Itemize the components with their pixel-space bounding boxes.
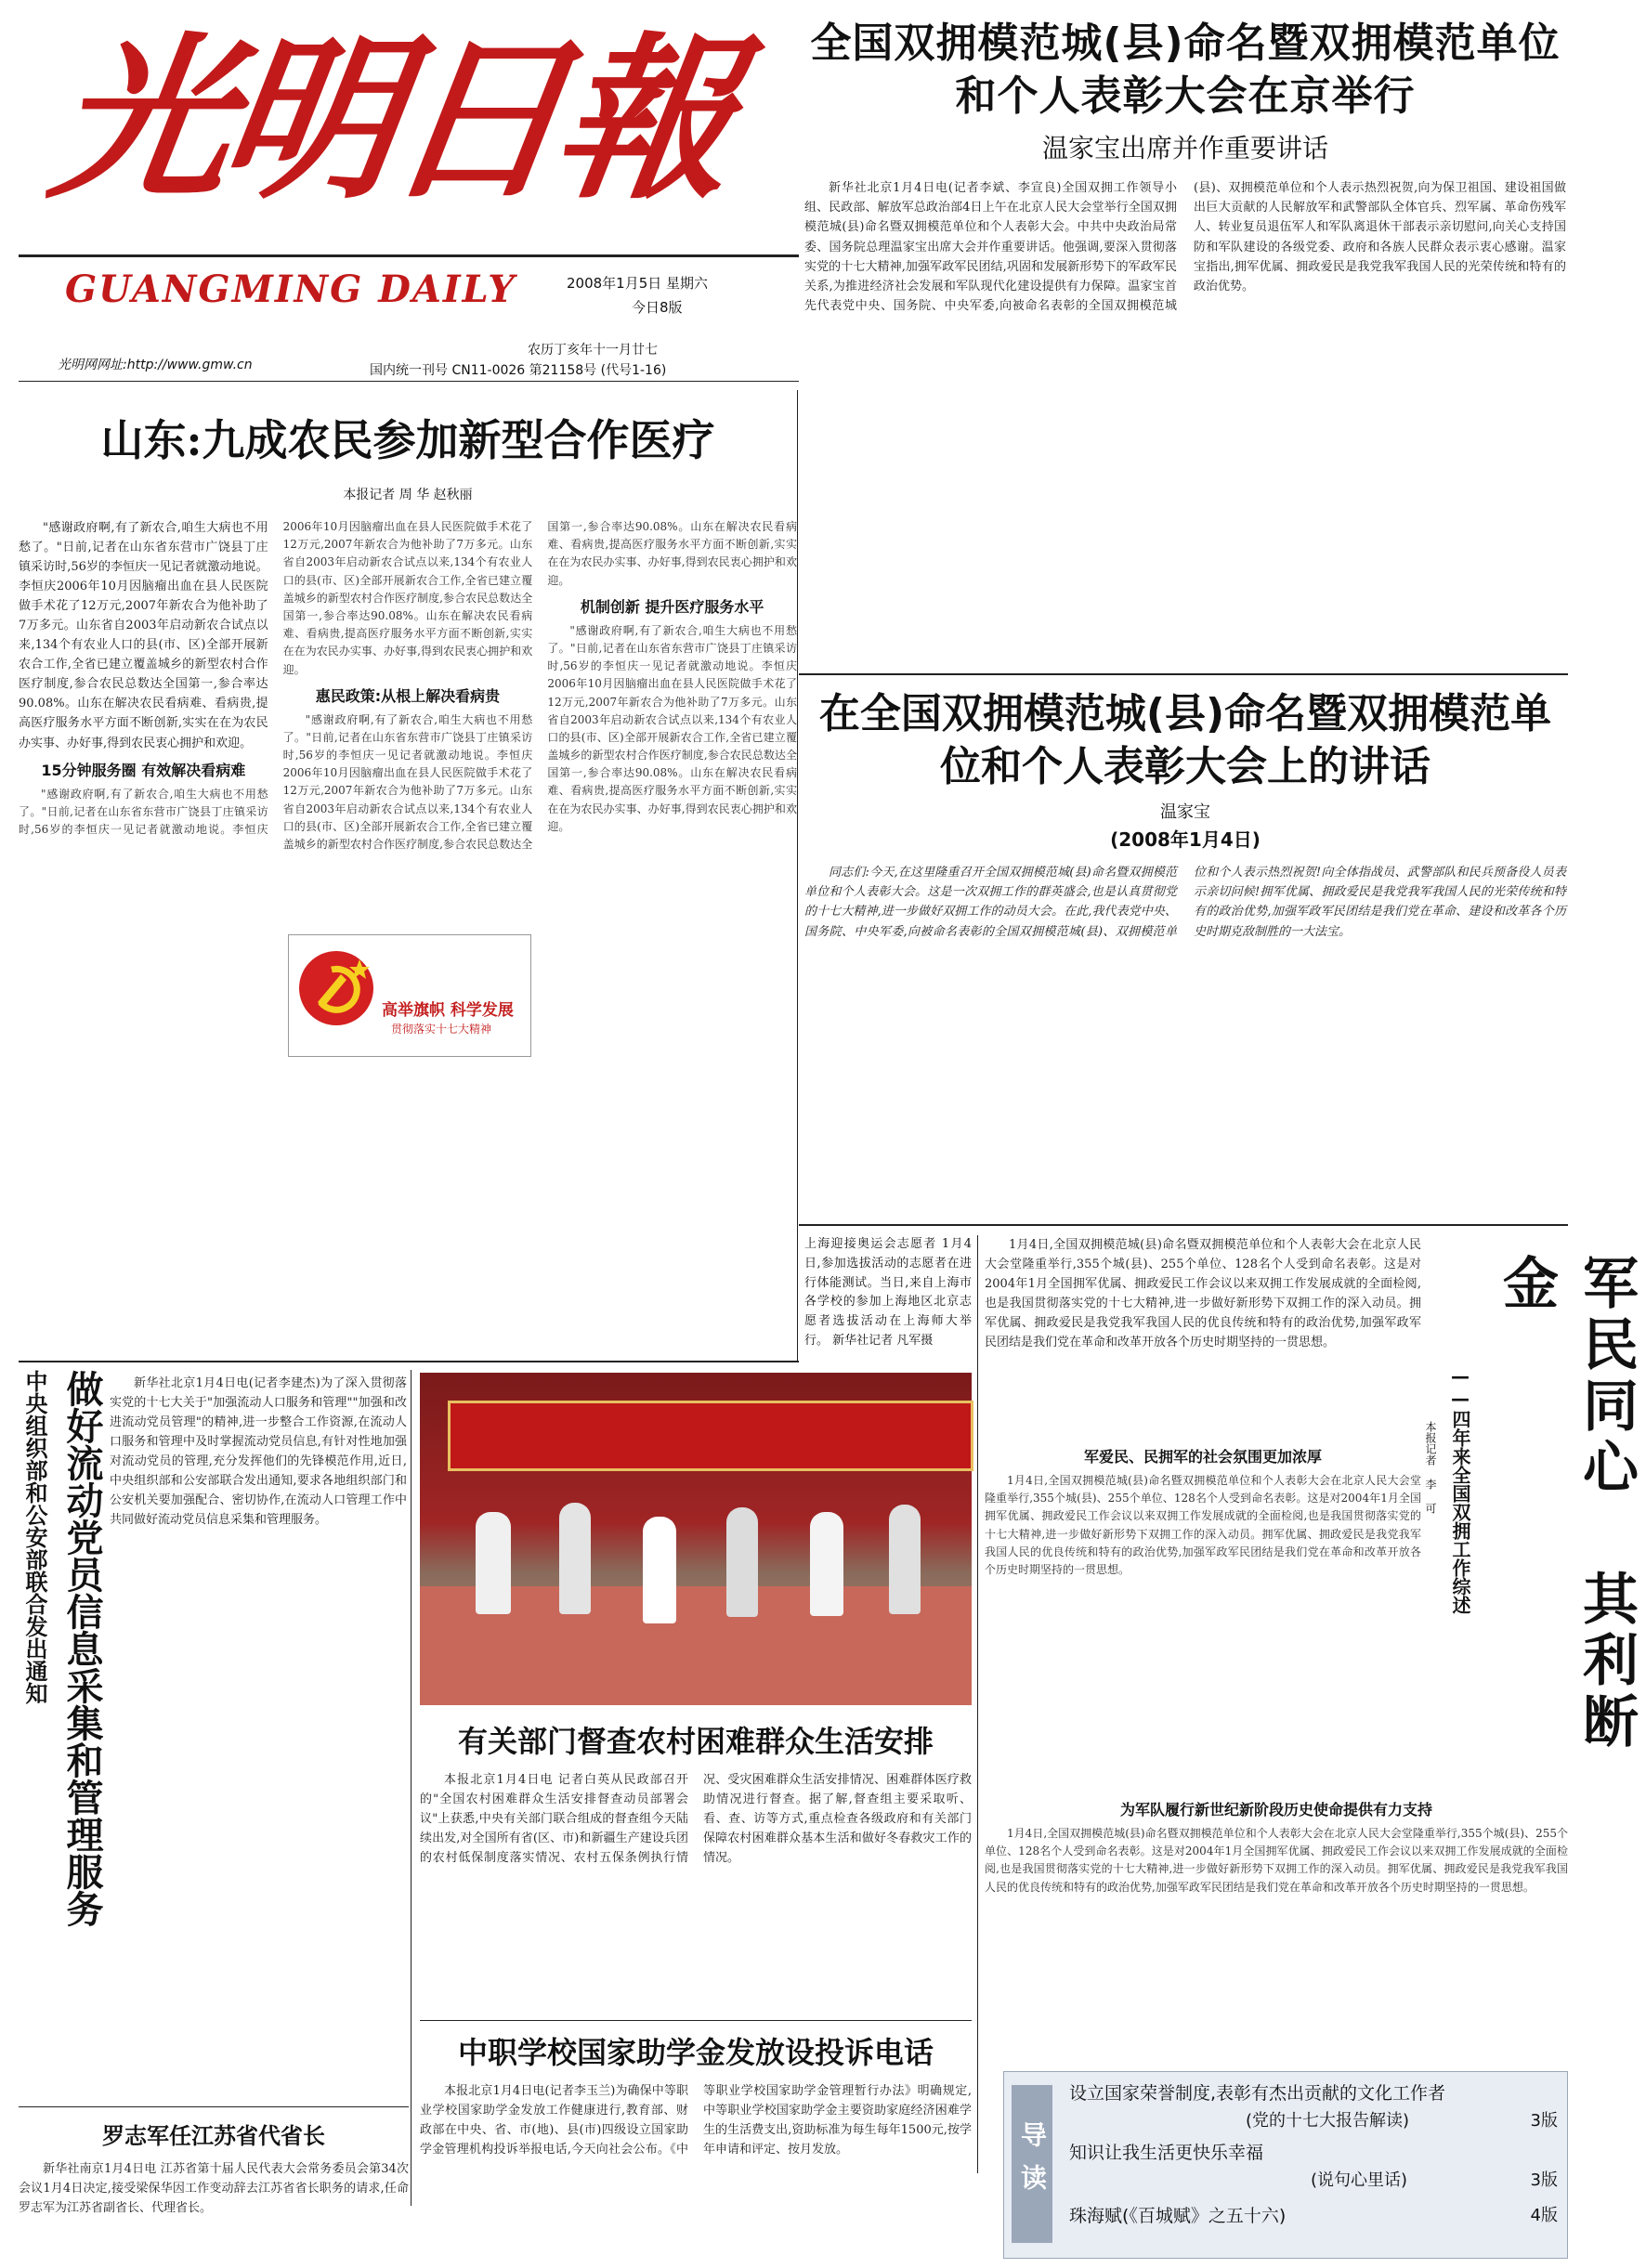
guide-item-page: 4版 (1530, 2206, 1558, 2225)
guide-item[interactable] (1069, 2079, 1558, 2135)
masthead-english: GUANGMING DAILY (65, 267, 516, 311)
speech-story (804, 687, 1566, 1221)
masthead (19, 13, 799, 385)
shandong-body-cont: "感谢政府啊,有了新农合,咱生大病也不用愁了。"日前,记者在山东省东营市广饶县丁庄镇采访时,56岁的李恒庆一见记者就激动地说。李恒庆2006年10月因脑瘤出血在县人民医院做手术花了12万元,2007年新农合为他补助了7万多元。山东省自2003年启动新农合试点以来,134个有农业人口的县(市、区)全部开展新农合工作,全省已建立覆盖城乡的新型农村合作医疗制度,参合农民总数达全国第一,参合率达90.08%。山东在解决农民看病难、看病贵,提高医疗服务水平方面不断创新,实实在在为农民办实事、办好事,得到农民衷心拥护和欢迎。 (19, 520, 533, 836)
congress-logo-box (288, 934, 531, 1057)
junmin-subhead-2: 为军队履行新世纪新阶段历史使命提供有力支持 (1119, 1801, 1432, 1818)
shandong-subhead-3: 机制创新 提升医疗服务水平 (580, 597, 764, 616)
lead-subheadline: 温家宝出席并作重要讲话 (1041, 133, 1328, 164)
lead-body: 新华社北京1月4日电(记者李斌、李宣良)全国双拥工作领导小组、民政部、解放军总政治部4日上午在北京人民大会堂举行全国双拥模范城(县)命名暨双拥模范单位和个人表彰大会。中共中央政治局常委、国务院总理温家宝出席大会并作重要讲话。他强调,要深入贯彻落实党的十七大精神,加强军政军民团结,巩固和发展新形势下的军政军民关系,为推进经济社会发展和军队现代化建设提供有力保障。温家宝首先代表党中央、国务院、中央军委,向被命名表彰的全国双拥模范城(县)、双拥模范单位和个人表示热烈祝贺,向为保卫祖国、建设祖国做出巨大贡献的人民解放军和武警部队全体官兵、烈军属、革命伤残军人、转业复员退伍军人和军队离退休干部表示亲切慰问,向关心支持国防和军队建设的各级党委、政府和各族人民群众表示衷心感谢。温家宝指出,拥军优属、拥政爱民是我党我军我国人民的光荣传统和特有的政治优势。 (804, 181, 1566, 313)
junmin-byline: 本报记者 李 可 (1424, 1421, 1437, 1514)
masthead-date: 2008年1月5日 星期六 (567, 275, 709, 292)
junmin-body-cont: 1月4日,全国双拥模范城(县)命名暨双拥模范单位和个人表彰大会在北京人民大会堂隆重举行,355个城(县)、255个单位、128名个人受到命名表彰。这是对2004年1月全国拥军优属、拥政爱民工作会议以来双拥工作发展成就的全面检阅,也是我国贯彻落实党的十七大精神,进一步做好新形势下双拥工作的深入动员。拥军优属、拥政爱民是我党我军我国人民的优良传统和特有的政治优势,加强军政军民团结是我们党在革命和改革开放各个历史时期坚持的一贯思想。 (985, 1474, 1421, 1576)
guide-item-title: 知识让我生活更快乐幸福 (1069, 2143, 1264, 2163)
governor-body: 新华社南京1月4日电 江苏省第十届人民代表大会常务委员会第34次会议1月4日决定,接受梁保华因工作变动辞去江苏省省长职务的请求,任命罗志军为江苏省副省长、代理省长。 (19, 2162, 409, 2216)
masthead-logo: 光明日報 (41, 16, 739, 223)
guide-item[interactable] (1069, 2202, 1558, 2248)
rural-story (420, 1718, 972, 2015)
masthead-issue: 国内统一刊号 CN11-0026 第21158号 (代号1-16) (370, 363, 667, 378)
junmin-subtitle: ——四年来全国双拥工作综述 (1449, 1365, 1471, 1614)
school-headline: 中职学校国家助学金发放设投诉电话 (457, 2035, 934, 2070)
guide-box (1003, 2071, 1568, 2259)
guide-item-page: 3版 (1530, 2170, 1558, 2190)
zuzhi-headline: 做好流动党员信息采集和管理服务 (60, 1370, 103, 1927)
masthead-lunar: 农历丁亥年十一月廿七 (528, 343, 658, 358)
school-story (420, 2029, 972, 2257)
shandong-story (19, 390, 797, 1361)
junmin-body-cont-2: 1月4日,全国双拥模范城(县)命名暨双拥模范单位和个人表彰大会在北京人民大会堂隆重举行,355个城(县)、255个单位、128名个人受到命名表彰。这是对2004年1月全国拥军优属、拥政爱民工作会议以来双拥工作发展成就的全面检阅,也是我国贯彻落实党的十七大精神,进一步做好新形势下双拥工作的深入动员。拥军优属、拥政爱民是我党我军我国人民的优良传统和特有的政治优势,加强军政军民团结是我们党在革命和改革开放各个历史时期坚持的一贯思想。 (985, 1827, 1568, 1894)
school-body: 本报北京1月4日电(记者李玉兰)为确保中等职业学校国家助学金发放工作健康进行,教育部、财政部在中央、省、市(地)、县(市)四级设立国家助学金管理机构投诉举报电话,今天向社会公布。《中等职业学校国家助学金管理暂行办法》明确规定,中等职业学校国家助学金主要资助家庭经济困难学生的生活费支出,资助标准为每生每年1500元,按学年申请和评定、按月发放。 (420, 2084, 972, 2157)
junmin-story (985, 1235, 1639, 2062)
masthead-pages: 今日8版 (632, 299, 683, 316)
lead-headline: 全国双拥模范城(县)命名暨双拥模范单位和个人表彰大会在京举行 (810, 20, 1561, 121)
guide-label: 导读 (1012, 2085, 1052, 2243)
governor-story (19, 2118, 409, 2257)
party-emblem-icon (294, 946, 378, 1030)
photo-caption: 上海迎接奥运会志愿者 1月4日,参加选拔活动的志愿者在进行体能测试。当日,来自上海市各学校的参加上海地区北京志愿者选拔活动在上海师大举行。 新华社记者 凡军摄 (804, 1237, 972, 1348)
zuzhi-side-title: 中央组织部和公安部联合发出通知 (21, 1370, 47, 1704)
guide-item[interactable] (1069, 2139, 1558, 2195)
shandong-body: "感谢政府啊,有了新农合,咱生大病也不用愁了。"日前,记者在山东省东营市广饶县丁庄镇采访时,56岁的李恒庆一见记者就激动地说。李恒庆2006年10月因脑瘤出血在县人民医院做手术花了12万元,2007年新农合为他补助了7万多元。山东省自2003年启动新农合试点以来,134个有农业人口的县(市、区)全部开展新农合工作,全省已建立覆盖城乡的新型农村合作医疗制度,参合农民总数达全国第一,参合率达90.08%。山东在解决农民看病难、看病贵,提高医疗服务水平方面不断创新,实实在在为农民办实事、办好事,得到农民衷心拥护和欢迎。 (19, 521, 268, 750)
shandong-headline: 山东:九成农民参加新型合作医疗 (100, 415, 715, 465)
junmin-headline: 军民同心 其利断金 (1494, 1254, 1639, 1753)
guide-item-note: (党的十七大报告解读) (1246, 2111, 1410, 2131)
congress-logo-caption-1: 高举旗帜 科学发展 (382, 1001, 514, 1020)
shandong-subhead-2: 惠民政策:从根上解决看病贵 (315, 686, 501, 705)
congress-logo-caption-2: 贯彻落实十七大精神 (391, 1023, 492, 1036)
junmin-body: 1月4日,全国双拥模范城(县)命名暨双拥模范单位和个人表彰大会在北京人民大会堂隆重举行,355个城(县)、255个单位、128名个人受到命名表彰。这是对2004年1月全国拥军优属、拥政爱民工作会议以来双拥工作发展成就的全面检阅,也是我国贯彻落实党的十七大精神,进一步做好新形势下双拥工作的深入动员。拥军优属、拥政爱民是我党我军我国人民的优良传统和特有的政治优势,加强军政军民团结是我们党在革命和改革开放各个历史时期坚持的一贯思想。 (985, 1238, 1421, 1350)
speech-date: (2008年1月4日) (1110, 828, 1261, 852)
zuzhi-story (19, 1370, 409, 2104)
shandong-body-cont-3: "感谢政府啊,有了新农合,咱生大病也不用愁了。"日前,记者在山东省东营市广饶县丁庄镇采访时,56岁的李恒庆一见记者就激动地说。李恒庆2006年10月因脑瘤出血在县人民医院做手术花了12万元,2007年新农合为他补助了7万多元。山东省自2003年启动新农合试点以来,134个有农业人口的县(市、区)全部开展新农合工作,全省已建立覆盖城乡的新型农村合作医疗制度,参合农民总数达全国第一,参合率达90.08%。山东在解决农民看病难、看病贵,提高医疗服务水平方面不断创新,实实在在为农民办实事、办好事,得到农民衷心拥护和欢迎。 (547, 623, 797, 833)
shandong-body-cont-2: "感谢政府啊,有了新农合,咱生大病也不用愁了。"日前,记者在山东省东营市广饶县丁庄镇采访时,56岁的李恒庆一见记者就激动地说。李恒庆2006年10月因脑瘤出血在县人民医院做手术花了12万元,2007年新农合为他补助了7万多元。山东省自2003年启动新农合试点以来,134个有农业人口的县(市、区)全部开展新农合工作,全省已建立覆盖城乡的新型农村合作医疗制度,参合农民总数达全国第一,参合率达90.08%。山东在解决农民看病难、看病贵,提高医疗服务水平方面不断创新,实实在在为农民办实事、办好事,得到农民衷心拥护和欢迎。 (282, 520, 797, 851)
photo-banner (448, 1401, 973, 1471)
rural-body: 本报北京1月4日电 记者白英从民政部召开的"全国农村困难群众生活安排督查动员部署会议"上获悉,中央有关部门联合组成的督查组今天陆续出发,对全国所有省(区、市)和新疆生产建设兵团的农村低保制度落实情况、农村五保条例执行情况、受灾困难群众生活安排情况、困难群体医疗救助情况进行督查。据了解,督查组主要采取听、看、查、访等方式,重点检查各级政府和有关部门保障农村困难群众基本生活和做好冬春救灾工作的情况。 (420, 1773, 972, 1866)
speech-headline: 在全国双拥模范城(县)命名暨双拥模范单位和个人表彰大会上的讲话 (818, 690, 1552, 791)
speech-author: 温家宝 (1160, 802, 1210, 823)
guide-item-title: 设立国家荣誉制度,表彰有杰出贡献的文化工作者 (1069, 2083, 1446, 2104)
guide-item-title: 珠海赋(《百城赋》之五十六) (1069, 2206, 1287, 2226)
masthead-website: 光明网网址:http://www.gmw.cn (58, 358, 253, 372)
rural-headline: 有关部门督查农村困难群众生活安排 (457, 1724, 934, 1759)
governor-headline: 罗志军任江苏省代省长 (102, 2122, 325, 2149)
lead-story (804, 17, 1566, 671)
guide-item-page: 3版 (1530, 2111, 1558, 2131)
guide-item-note: (说句心里话) (1311, 2170, 1408, 2190)
shandong-byline: 本报记者 周 华 赵秋丽 (343, 488, 473, 502)
speech-body: 同志们:今天,在这里隆重召开全国双拥模范城(县)命名暨双拥模范单位和个人表彰大会。这是一次双拥工作的群英盛会,也是认真贯彻党的十七大精神,进一步做好双拥工作的动员大会。在此,我代表党中央、国务院、中央军委,向被命名表彰的全国双拥模范城(县)、双拥模范单位和个人表示热烈祝贺!向全体指战员、武警部队和民兵预备役人员表示亲切问候!拥军优属、拥政爱民是我党我军我国人民的光荣传统和特有的政治优势,加强军政军民团结是我们党在革命、建设和改革各个历史时期克敌制胜的一大法宝。 (804, 866, 1566, 939)
junmin-subhead-1: 军爱民、民拥军的社会氛围更加浓厚 (1083, 1448, 1322, 1466)
volunteer-photo (420, 1373, 972, 1705)
shandong-subhead-1: 15分钟服务圈 有效解决看病难 (41, 761, 246, 779)
zuzhi-body: 新华社北京1月4日电(记者李建杰)为了深入贯彻落实党的十七大关于"加强流动人口服务和管理""加强和改进流动党员管理"的精神,进一步整合工作资源,在流动人口服务和管理中及时掌握流动党员信息,有针对性地加强对流动党员的管理,充分发挥他们的先锋模范作用,近日,中央组织部和公安部联合发出通知,要求各地组织部门和公安机关要加强配合、密切协作,在流动人口管理工作中共同做好流动党员信息采集和管理服务。 (110, 1376, 407, 1528)
